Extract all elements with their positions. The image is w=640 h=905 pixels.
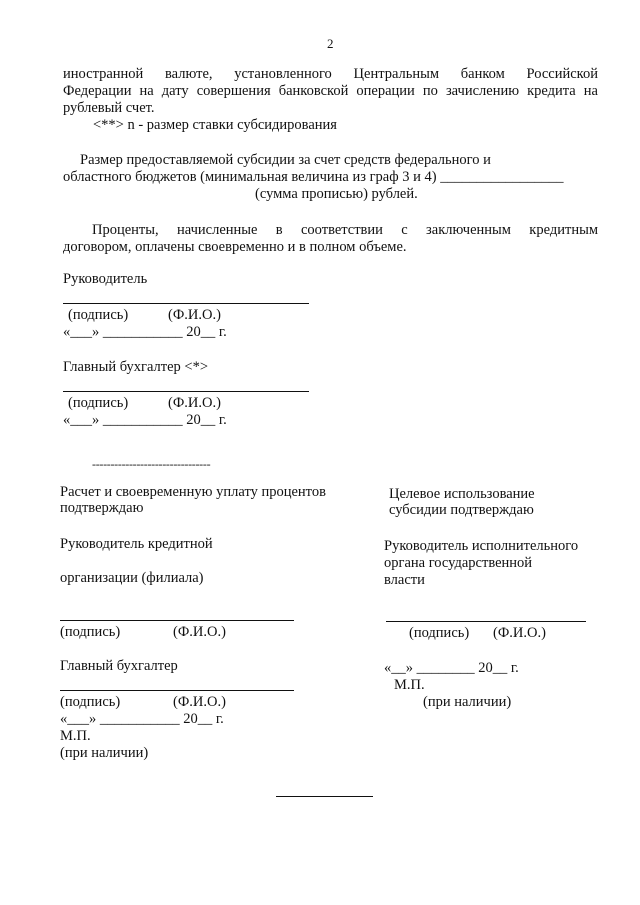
head-title: Руководитель	[63, 271, 148, 287]
right-stamp: М.П.	[394, 677, 425, 693]
left-head-line-1: Руководитель кредитной	[60, 536, 213, 552]
right-sign-caption: (подпись)	[409, 625, 470, 641]
chief-acc-date: «___» ___________ 20__ г.	[63, 412, 227, 428]
chief-acc-title: Главный бухгалтер <*>	[63, 359, 209, 375]
right-head-line-3: власти	[384, 572, 425, 588]
page-number: 2	[327, 36, 334, 51]
left-chief-sign-line	[60, 690, 294, 691]
footnote-separator: --------------------------------	[92, 457, 211, 471]
left-chief-sign-caption: (подпись)	[60, 694, 121, 710]
chief-acc-sign-line	[63, 391, 309, 392]
right-sign-line	[386, 621, 586, 622]
right-confirm-line-1: Целевое использование	[389, 486, 535, 502]
interest-line-2: договором, оплачены своевременно и в полном объеме.	[63, 239, 407, 255]
left-confirm-line-2: подтверждаю	[60, 500, 144, 516]
left-chief-title: Главный бухгалтер	[60, 658, 178, 674]
right-confirm-line-2: субсидии подтверждаю	[389, 502, 534, 518]
left-head-line-2: организации (филиала)	[60, 570, 204, 586]
chief-acc-fio-caption: (Ф.И.О.)	[168, 395, 221, 411]
intro-line-1: иностранной валюте, установленного Центральным банком Российской	[63, 66, 598, 82]
head-sign-line	[63, 303, 309, 304]
end-line	[276, 796, 373, 797]
interest-line-1: Проценты, начисленные в соответствии с заключенным кредитным	[92, 222, 598, 238]
left-confirm-line-1: Расчет и своевременную уплату процентов	[60, 484, 326, 500]
intro-line-3: рублевый счет.	[63, 100, 155, 116]
right-stamp-note: (при наличии)	[423, 694, 512, 710]
left-stamp-note: (при наличии)	[60, 745, 149, 761]
subsidy-line-3: (сумма прописью) рублей.	[255, 186, 418, 202]
head-date: «___» ___________ 20__ г.	[63, 324, 227, 340]
footnote-text: <**> n - размер ставки субсидирования	[93, 117, 337, 133]
left-sign-line	[60, 620, 294, 621]
left-fio-caption: (Ф.И.О.)	[173, 624, 226, 640]
intro-line-2: Федерации на дату совершения банковской операции по зачислению кредита на	[63, 83, 598, 99]
head-sign-caption: (подпись)	[68, 307, 129, 323]
left-stamp: М.П.	[60, 728, 91, 744]
right-head-line-2: органа государственной	[384, 555, 533, 571]
subsidy-line-2: областного бюджетов (минимальная величина из граф 3 и 4) _________________	[63, 169, 564, 185]
left-date: «___» ___________ 20__ г.	[60, 711, 224, 727]
left-chief-fio-caption: (Ф.И.О.)	[173, 694, 226, 710]
head-fio-caption: (Ф.И.О.)	[168, 307, 221, 323]
chief-acc-sign-caption: (подпись)	[68, 395, 129, 411]
right-head-line-1: Руководитель исполнительного	[384, 538, 579, 554]
subsidy-line-1: Размер предоставляемой субсидии за счет средств федерального и	[80, 152, 491, 168]
right-date: «__» ________ 20__ г.	[384, 660, 519, 676]
left-sign-caption: (подпись)	[60, 624, 121, 640]
right-fio-caption: (Ф.И.О.)	[493, 625, 546, 641]
